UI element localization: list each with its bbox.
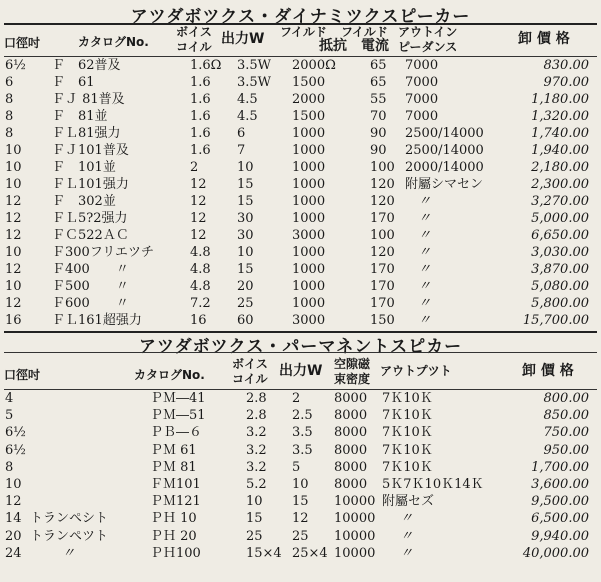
cell-price: 2,180.00	[531, 160, 589, 175]
cell-voice-coil: 1.6	[190, 126, 211, 141]
cell-price: 6,500.00	[531, 511, 589, 527]
cell-voice-coil: 4.8	[190, 262, 211, 277]
cell-output: 2.5	[292, 408, 313, 424]
cell-model: ＰＨ 10	[150, 511, 197, 527]
cell-output: 3.5W	[237, 58, 272, 73]
cell-flux: 8000	[334, 459, 368, 475]
cell-model: Ｆ300フリエツチ	[52, 245, 155, 260]
cell-field-current: 90	[370, 143, 387, 158]
cell-diameter: 12	[5, 228, 22, 243]
cell-output: 10	[237, 245, 254, 260]
cell-field: 2000	[292, 92, 326, 107]
cell-diameter: 12	[5, 194, 22, 209]
cell-diameter: 8	[5, 126, 14, 141]
cell-impedance: 7000	[405, 109, 439, 124]
cell-price: 1,940.00	[531, 143, 589, 158]
cell-impedance: 〃	[418, 211, 432, 226]
table-row	[0, 261, 601, 279]
cell-field-current: 65	[370, 75, 387, 90]
table-row	[0, 142, 601, 160]
header-price: 卸 價 格	[522, 363, 574, 379]
cell-voice-coil: 4.8	[190, 279, 211, 294]
cell-price: 9,500.00	[531, 494, 589, 510]
cell-field: 1000	[292, 279, 326, 294]
cell-impedance: 附屬シマセン	[405, 177, 484, 192]
cell-impedance: 2500/14000	[405, 126, 484, 141]
cell-price: 3,030.00	[531, 245, 589, 260]
cell-model: ＦＪ 81普及	[52, 92, 125, 107]
cell-model: ＰＨ 20	[150, 528, 197, 544]
cell-model: ＰＭ 61	[150, 442, 197, 458]
cell-voice-coil: 1.6	[190, 143, 211, 158]
cell-field-current: 90	[370, 126, 387, 141]
cell-field: 1000	[292, 194, 326, 209]
cell-price: 9,940.00	[531, 528, 589, 544]
cell-model: ＦＪ101普及	[52, 143, 129, 158]
cell-price: 1,740.00	[531, 126, 589, 141]
cell-model: Ｆ400 〃	[52, 262, 129, 277]
cell-price: 830.00	[543, 58, 589, 73]
cell-impedance: 〃	[418, 262, 432, 277]
cell-output: 3.5W	[237, 75, 272, 90]
cell-field: 2000Ω	[292, 58, 336, 73]
cell-diameter: 8	[5, 92, 14, 107]
cell-diameter: 16	[5, 313, 22, 328]
cell-impedance: 〃	[418, 245, 432, 260]
cell-field-current: 170	[370, 262, 395, 277]
cell-diameter: 12	[5, 494, 22, 510]
cell-diameter: 10	[5, 177, 22, 192]
cell-impedance: 7000	[405, 58, 439, 73]
table-row	[0, 424, 601, 442]
header-output: 出力W	[221, 31, 265, 47]
table-row	[0, 278, 601, 296]
dynamic-section-title: アツダボツクス・ダイナミツクスピーカー	[130, 7, 471, 27]
cell-model: Ｆ 62普及	[52, 58, 121, 73]
cell-voice-coil: 3.2	[246, 442, 267, 458]
table-row	[0, 193, 601, 211]
table-row	[0, 528, 601, 546]
cell-flux: 8000	[334, 408, 368, 424]
cell-field-current: 55	[370, 92, 387, 107]
header-voice-coil-1: ボイス	[232, 357, 268, 371]
permanent-section-title: アツダボツクス・パーマネントスピカー	[138, 337, 463, 357]
cell-output: 15	[292, 494, 309, 510]
cell-flux: 8000	[334, 477, 368, 492]
cell-field: 1000	[292, 296, 326, 311]
cell-price: 6,650.00	[531, 228, 589, 243]
header-voice-coil-2: コイル	[176, 40, 212, 54]
cell-voice-coil: 15	[246, 511, 263, 527]
cell-output-transformer: 5Ｋ7Ｋ10Ｋ14Ｋ	[382, 477, 484, 492]
cell-price: 850.00	[543, 408, 589, 424]
header-flux-2: 束密度	[334, 372, 371, 386]
cell-diameter: 14	[5, 511, 22, 527]
cell-model: ＰＭ―41	[150, 391, 206, 406]
cell-output-transformer: 〃	[400, 528, 414, 544]
header-catalog: カタログNo.	[78, 35, 149, 49]
cell-field: 1000	[292, 177, 326, 192]
table-row	[0, 295, 601, 313]
cell-price: 1,180.00	[531, 92, 589, 107]
cell-diameter: 10	[5, 279, 22, 294]
table-row	[0, 159, 601, 177]
cell-diameter: 10	[5, 160, 22, 175]
cell-name: トランペシト	[30, 511, 109, 527]
cell-price: 800.00	[543, 391, 589, 406]
cell-model: ＦＬ81强力	[52, 126, 121, 141]
cell-impedance: 7000	[405, 92, 439, 107]
cell-flux: 8000	[334, 442, 368, 458]
header-flux-1: 空隙磁	[334, 357, 371, 371]
cell-output: 2	[292, 391, 301, 406]
cell-output: 4.5	[237, 109, 258, 124]
cell-voice-coil: 12	[190, 228, 207, 243]
cell-diameter: 6½	[5, 442, 26, 458]
cell-field-current: 150	[370, 313, 395, 328]
cell-voice-coil: 1.6	[190, 92, 211, 107]
header-catalog: カタログNo.	[134, 368, 205, 382]
cell-field-current: 170	[370, 296, 395, 311]
cell-model: ＦＬ5?2强力	[52, 211, 128, 226]
cell-voice-coil: 15×4	[246, 545, 282, 561]
cell-field-current: 65	[370, 58, 387, 73]
cell-output: 10	[292, 477, 309, 492]
cell-output-transformer: 7Ｋ10Ｋ	[382, 459, 433, 475]
table-row	[0, 74, 601, 92]
table-row	[0, 91, 601, 109]
cell-voice-coil: 10	[246, 494, 263, 510]
cell-price: 3,600.00	[531, 477, 589, 492]
cell-price: 2,300.00	[531, 177, 589, 192]
cell-field-current: 100	[370, 160, 395, 175]
cell-output: 10	[237, 160, 254, 175]
cell-voice-coil: 4.8	[190, 245, 211, 260]
cell-voice-coil: 5.2	[246, 477, 267, 492]
cell-diameter: 10	[5, 245, 22, 260]
table-row	[0, 244, 601, 262]
cell-diameter: 10	[5, 477, 22, 492]
table-row	[0, 545, 601, 563]
cell-field-current: 120	[370, 245, 395, 260]
cell-output: 30	[237, 211, 254, 226]
cell-impedance: 〃	[418, 194, 432, 209]
cell-price: 950.00	[543, 442, 589, 458]
cell-diameter: 20	[5, 528, 22, 544]
cell-impedance: 〃	[418, 228, 432, 243]
cell-price: 1,320.00	[531, 109, 589, 124]
cell-price: 15,700.00	[522, 313, 589, 328]
header-output-impedance-1: アウトイン	[398, 25, 458, 39]
table-row	[0, 176, 601, 194]
cell-flux: 10000	[334, 545, 376, 561]
cell-price: 1,700.00	[531, 459, 589, 475]
cell-output: 15	[237, 262, 254, 277]
cell-voice-coil: 2.8	[246, 391, 267, 406]
cell-output: 4.5	[237, 92, 258, 107]
cell-flux: 8000	[334, 425, 368, 441]
cell-model: ＦＬ161超强力	[52, 313, 142, 328]
cell-voice-coil: 2.8	[246, 408, 267, 424]
header-voice-coil-1: ボイス	[176, 25, 212, 39]
cell-output: 3.5	[292, 425, 313, 441]
cell-output: 30	[237, 228, 254, 243]
table-row	[0, 227, 601, 245]
cell-field-current: 70	[370, 109, 387, 124]
cell-output: 15	[237, 194, 254, 209]
cell-impedance: 2000/14000	[405, 160, 484, 175]
cell-diameter: 12	[5, 211, 22, 226]
cell-output: 25×4	[292, 545, 328, 561]
cell-impedance: 〃	[418, 296, 432, 311]
table-row	[0, 108, 601, 126]
cell-model: Ｆ 81並	[52, 109, 108, 124]
table-row	[0, 442, 601, 460]
header-field-2: 抵抗	[319, 38, 347, 54]
cell-output: 5	[292, 459, 301, 475]
cell-voice-coil: 25	[246, 528, 263, 544]
cell-price: 40,000.00	[522, 545, 589, 561]
cell-voice-coil: 3.2	[246, 425, 267, 441]
cell-flux: 8000	[334, 391, 368, 406]
cell-model: ＰＨ100	[150, 545, 201, 561]
cell-voice-coil: 1.6	[190, 109, 211, 124]
cell-voice-coil: 7.2	[190, 296, 211, 311]
cell-output: 20	[237, 279, 254, 294]
cell-price: 5,080.00	[531, 279, 589, 294]
cell-voice-coil: 12	[190, 211, 207, 226]
cell-price: 970.00	[543, 75, 589, 90]
cell-output-transformer: 〃	[400, 511, 414, 527]
table-row	[0, 476, 601, 494]
cell-field: 1000	[292, 245, 326, 260]
cell-output-transformer: 7Ｋ10Ｋ	[382, 408, 433, 424]
cell-diameter: 4	[5, 391, 14, 406]
cell-flux: 10000	[334, 511, 376, 527]
cell-model: Ｆ 302並	[52, 194, 116, 209]
table-row	[0, 210, 601, 228]
cell-price: 5,000.00	[531, 211, 589, 226]
cell-model: ＰＢ―６	[150, 425, 203, 441]
cell-voice-coil: 3.2	[246, 459, 267, 475]
cell-diameter: 6½	[5, 425, 26, 441]
cell-field: 1000	[292, 262, 326, 277]
cell-field: 1500	[292, 75, 326, 90]
cell-diameter: 12	[5, 296, 22, 311]
cell-voice-coil: 1.6Ω	[190, 58, 222, 73]
cell-voice-coil: 2	[190, 160, 199, 175]
table-row	[0, 459, 601, 477]
cell-field: 1000	[292, 211, 326, 226]
cell-output-transformer: 附屬セズ	[382, 494, 435, 510]
cell-model: ＰＭ 81	[150, 459, 197, 475]
cell-model: ＰＭ121	[150, 494, 201, 510]
cell-output-transformer: 7Ｋ10Ｋ	[382, 442, 433, 458]
cell-voice-coil: 12	[190, 177, 207, 192]
cell-price: 3,870.00	[531, 262, 589, 277]
cell-field-current: 100	[370, 228, 395, 243]
cell-model: Ｆ600 〃	[52, 296, 129, 311]
cell-field-current: 170	[370, 211, 395, 226]
cell-price: 750.00	[543, 425, 589, 441]
header-field-1: フイルド	[280, 25, 327, 39]
table-row	[0, 510, 601, 528]
cell-model: ＦＭ101	[150, 477, 201, 492]
cell-output: 60	[237, 313, 254, 328]
cell-output: 6	[237, 126, 246, 141]
cell-diameter: 5	[5, 408, 14, 424]
cell-output: 15	[237, 177, 254, 192]
cell-output: 7	[237, 143, 246, 158]
cell-diameter: 8	[5, 109, 14, 124]
cell-field-current: 120	[370, 194, 395, 209]
cell-name: トランペツト	[30, 528, 109, 544]
cell-model: ＦＬ101强力	[52, 177, 129, 192]
cell-impedance: 2500/14000	[405, 143, 484, 158]
cell-output: 12	[292, 511, 309, 527]
cell-model: Ｆ500 〃	[52, 279, 129, 294]
header-output: 出力W	[279, 363, 323, 379]
cell-voice-coil: 1.6	[190, 75, 211, 90]
header-price: 卸 價 格	[518, 31, 570, 47]
cell-model: Ｆ 61	[52, 75, 95, 90]
header-diameter: 口徑吋	[4, 36, 41, 50]
table-row	[0, 407, 601, 425]
cell-diameter: 6	[5, 75, 14, 90]
cell-field: 1000	[292, 126, 326, 141]
cell-output: 3.5	[292, 442, 313, 458]
header-field-current-2: 電流	[361, 38, 389, 54]
cell-output-transformer: 〃	[400, 545, 414, 561]
cell-output-transformer: 7Ｋ10Ｋ	[382, 425, 433, 441]
cell-price: 3,270.00	[531, 194, 589, 209]
cell-diameter: 12	[5, 262, 22, 277]
cell-diameter: 10	[5, 143, 22, 158]
table-row	[0, 390, 601, 408]
cell-output-transformer: 7Ｋ10Ｋ	[382, 391, 433, 406]
cell-name: 〃	[62, 545, 76, 561]
cell-field: 1500	[292, 109, 326, 124]
cell-field-current: 170	[370, 279, 395, 294]
cell-model: ＰＭ―51	[150, 408, 206, 424]
table-row	[0, 493, 601, 511]
cell-flux: 10000	[334, 528, 376, 544]
cell-impedance: 7000	[405, 75, 439, 90]
header-field-current-1: フイルド	[341, 25, 388, 39]
table-row	[0, 125, 601, 143]
table-row	[0, 312, 601, 330]
cell-voice-coil: 16	[190, 313, 207, 328]
cell-field: 3000	[292, 313, 326, 328]
header-diameter: 口徑吋	[4, 368, 41, 382]
cell-diameter: 24	[5, 545, 22, 561]
cell-field: 1000	[292, 160, 326, 175]
cell-diameter: 6½	[5, 58, 26, 73]
cell-diameter: 8	[5, 459, 14, 475]
cell-field-current: 120	[370, 177, 395, 192]
cell-price: 5,800.00	[531, 296, 589, 311]
cell-impedance: 〃	[418, 313, 432, 328]
table-row	[0, 57, 601, 75]
header-output-transformer: アウトプツト	[380, 364, 452, 378]
cell-output: 25	[237, 296, 254, 311]
cell-field: 3000	[292, 228, 326, 243]
header-output-impedance-2: ピーダンス	[398, 40, 458, 54]
cell-field: 1000	[292, 143, 326, 158]
cell-flux: 10000	[334, 494, 376, 510]
cell-voice-coil: 12	[190, 194, 207, 209]
cell-output: 25	[292, 528, 309, 544]
permanent-title-rule	[4, 352, 597, 353]
cell-model: ＦＣ522ＡＣ	[52, 228, 129, 243]
header-voice-coil-2: コイル	[232, 372, 268, 386]
cell-model: Ｆ 101並	[52, 160, 116, 175]
cell-impedance: 〃	[418, 279, 432, 294]
